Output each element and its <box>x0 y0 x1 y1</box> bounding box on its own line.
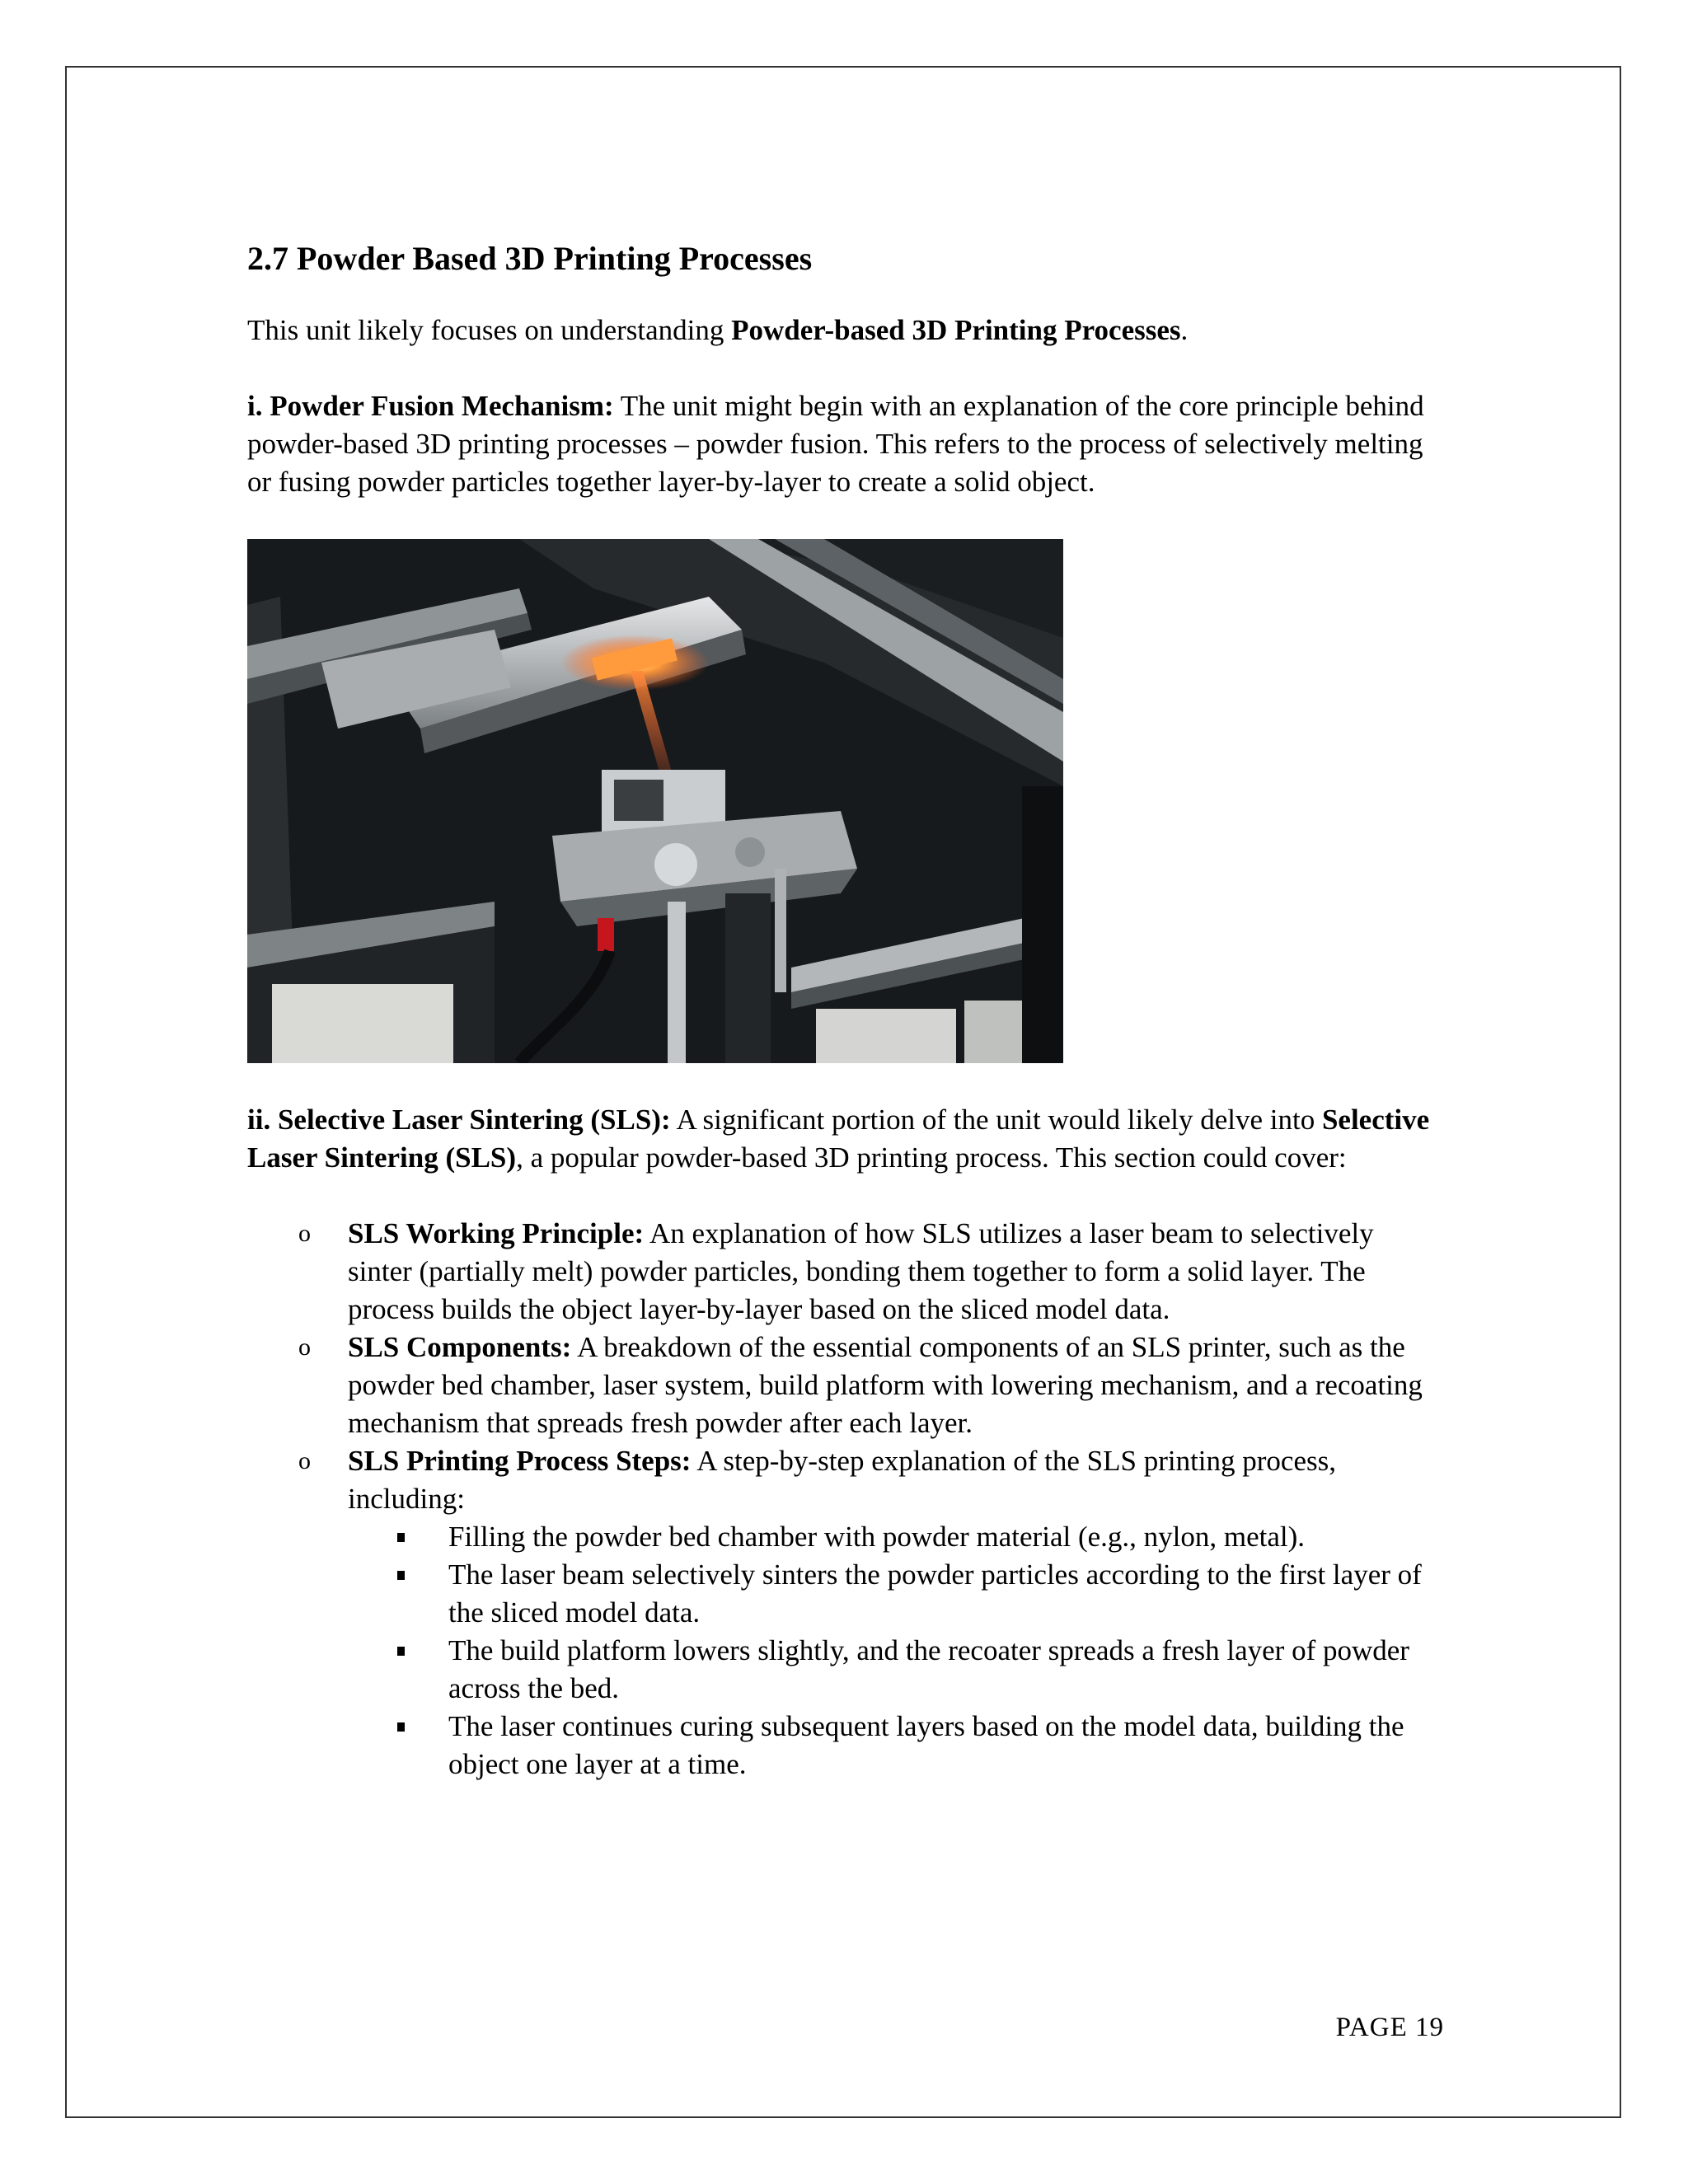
sls-text-1: A significant portion of the unit would likely delve into <box>670 1104 1322 1136</box>
list-item <box>348 1708 1442 1783</box>
powder-fusion-text: The unit might begin with an explanation of the core principle behind powder-based 3D printing processes – powder fusion. This refers to the process of selectively melting or fusing powder particles together layer-by-layer to create a solid object. <box>247 390 1424 498</box>
step-text: The laser continues curing subsequent layers based on the model data, building the object one layer at a time. <box>448 1710 1404 1780</box>
list-item-label: SLS Working Principle: <box>348 1217 645 1249</box>
sls-topics-list <box>247 1215 1442 1783</box>
intro-prefix: This unit likely focuses on understanding <box>247 314 732 346</box>
list-item-sls-process-steps <box>247 1442 1442 1783</box>
sls-label: ii. Selective Laser Sintering (SLS): <box>247 1104 671 1136</box>
section-heading: 2.7 Powder Based 3D Printing Processes <box>247 240 813 277</box>
process-steps-list <box>348 1518 1442 1783</box>
intro-bold-term: Powder-based 3D Printing Processes <box>731 314 1181 346</box>
intro-paragraph <box>247 312 1442 349</box>
list-item-text: A breakdown of the essential components of an SLS printer, such as the powder bed chamber, laser system, build platform with lowering mechanism, and a recoating mechanism that spreads fresh powder after each layer. <box>348 1331 1423 1439</box>
circle-bullet-icon: o <box>298 1333 311 1361</box>
square-bullet-icon <box>397 1533 405 1542</box>
square-bullet-icon <box>397 1722 405 1732</box>
list-item-label: SLS Printing Process Steps: <box>348 1445 692 1477</box>
list-item <box>348 1632 1442 1708</box>
powder-fusion-paragraph <box>247 387 1442 501</box>
square-bullet-icon <box>397 1571 405 1580</box>
circle-bullet-icon: o <box>298 1447 311 1474</box>
step-text: The laser beam selectively sinters the powder particles according to the first layer of the sliced model data. <box>448 1558 1422 1629</box>
sls-printer-photo <box>247 539 1063 1063</box>
circle-bullet-icon: o <box>298 1220 311 1247</box>
list-item-text: A step-by-step explanation of the SLS printing process, including: <box>348 1445 1336 1515</box>
page-content <box>247 237 1442 1783</box>
powder-fusion-label: i. Powder Fusion Mechanism: <box>247 390 614 422</box>
sls-printer-illustration <box>247 539 1063 1063</box>
sls-text-2: , a popular powder-based 3D printing process. This section could cover: <box>516 1141 1347 1174</box>
list-item-sls-components <box>247 1329 1442 1442</box>
sls-bold-term: Selective Laser Sintering (SLS) <box>247 1104 1430 1174</box>
step-text: Filling the powder bed chamber with powder material (e.g., nylon, metal). <box>448 1521 1306 1553</box>
square-bullet-icon <box>397 1647 405 1656</box>
list-item-label: SLS Components: <box>348 1331 572 1363</box>
list-item-sls-working-principle <box>247 1215 1442 1329</box>
sls-paragraph <box>247 1101 1442 1177</box>
list-item <box>348 1518 1442 1556</box>
step-text: The build platform lowers slightly, and the recoater spreads a fresh layer of powder across the bed. <box>448 1634 1409 1704</box>
list-item <box>348 1556 1442 1632</box>
list-item-text: An explanation of how SLS utilizes a laser beam to selectively sinter (partially melt) powder particles, bonding them together to form a solid layer. The process builds the object layer-by-layer based on the sliced model data. <box>348 1217 1374 1325</box>
intro-suffix: . <box>1180 314 1189 346</box>
page-number: PAGE 19 <box>1335 2013 1444 2042</box>
